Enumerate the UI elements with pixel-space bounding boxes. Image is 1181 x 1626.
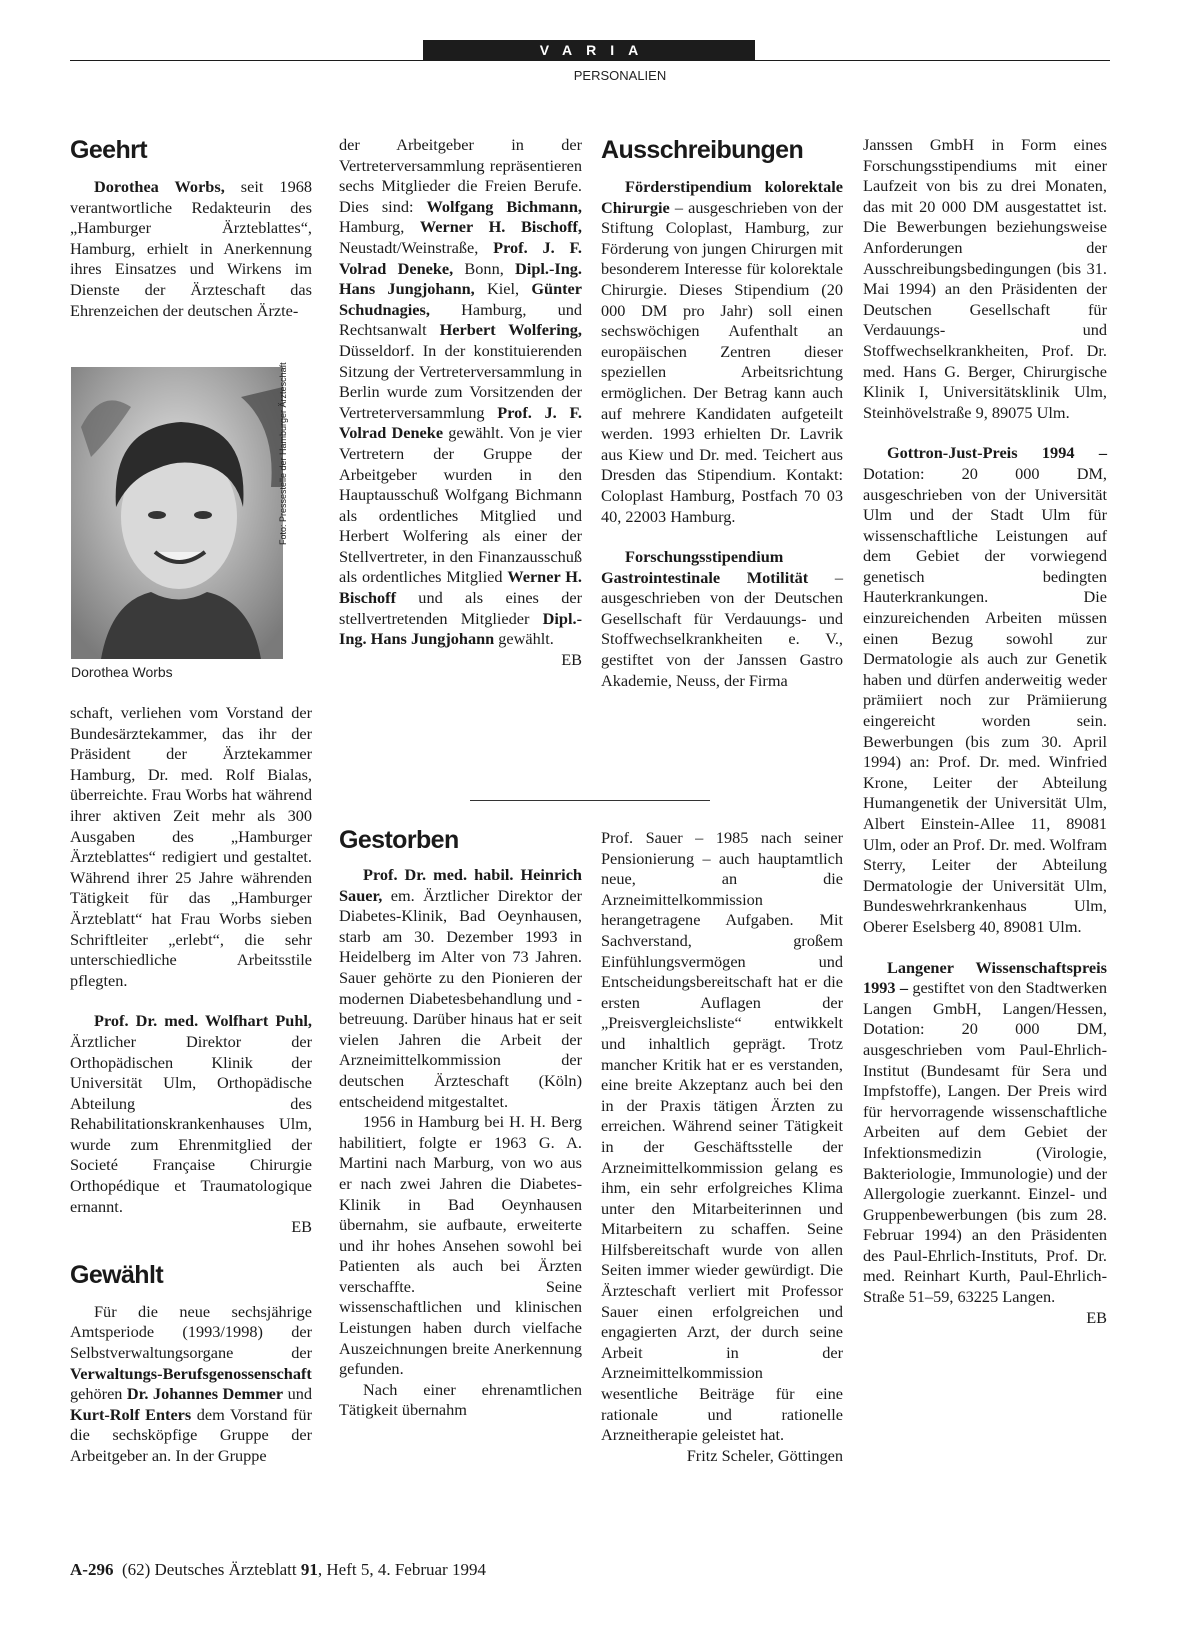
obituary-sauer: Prof. Dr. med. habil. Heinrich Sauer, em. Ärztlicher Direktor der Diabetes-Klinik, Bad Oeynhausen, starb am 30. Dezember 1993 in Heidelberg im Alter von 73 Jahren. Sauer gehörte zu den Pionieren der modernen Diabetesbehandlung und -betreuung. Darüber hinaus hat er seit vielen Jahren die Arbeit der Arzneimittelkommission der deutschen Ärzteschaft (Köln) entscheidend mitgestaltet. bbox=[339, 865, 582, 1111]
page-footer: A-296 (62) Deutsches Ärzteblatt 91, Heft 5, 4. Februar 1994 bbox=[70, 1560, 486, 1579]
photo-credit: Foto: Pressestelle der Hamburger Ärzteschaft bbox=[278, 362, 288, 545]
notice-forschungsstipendium: Forschungsstipendium Gastrointestinale Motilität – ausgeschrieben von der Deutschen Gesellschaft für Verdauungs- und Stoffwechselkrankheiten e. V., gestiftet von der Janssen Gastro Akademie, Neuss, der Firma bbox=[601, 547, 843, 690]
obituary-author: Fritz Scheler, Göttingen bbox=[686, 1445, 843, 1465]
article-worbs-intro: Dorothea Worbs, seit 1968 verantwortliche Redakteurin des „Hamburger Ärzteblattes“, Hamburg, erhielt in Anerkennung ihres Einsatzes und Wirkens im Dienste der Ärzteschaft das Ehrenzeichen der deutschen Ärzte- bbox=[70, 177, 312, 320]
notice-forschungsstipendium-cont: Janssen GmbH in Form eines Forschungsstipendiums mit einer Laufzeit von bis zu drei Monaten, das mit 20 000 DM ausgestattet ist. Die Bewerbungen beziehungsweise Anforderungen der Ausschreibungsbedingungen (bis 31. Mai 1994) an den Präsidenten der Deutschen Gesellschaft für Verdauungs- und Stoffwechselkrankheiten, Prof. Dr. med. Hans G. Berger, Chirurgische Klinik I, Universitätsklinik Ulm, Steinhövelstraße 9, 89075 Ulm. bbox=[863, 135, 1107, 422]
obituary-sauer-4: Prof. Sauer – 1985 nach seiner Pensionierung – auch hauptamtlich neue, an die Arzneimittelkommission herangetragene Aufgaben. Mit Sachverstand, großem Einfühlungsvermögen und Entscheidungsbereitschaft hat er die ersten Auflagen der „Preisvergleichsliste“ entwikkelt und inhaltlich geprägt. Trotz mancher Kritik hat er es verstanden, eine breite Akzeptanz auch bei den in der Praxis tätigen Ärzten zu erreichen. Während seiner Tätigkeit in der Geschäftsstelle der Arzneimittelkommission gelang es ihm, ein sehr erfolgreiches Klima unter den Mitarbeiterinnen und Mitarbeitern zu schaffen. Seine Hilfsbereitschaft wurde von allen Seiten immer wieder gewürdigt. Die Ärzteschaft verliert mit Professor Sauer einen erfolgreichen und engagierten Arzt, der durch seine Arbeit in der Arzneimittelkommission wesentliche Beiträge für eine rationale und rationelle Arzneitherapie geleistet hat. bbox=[601, 828, 843, 1445]
column-1-top bbox=[70, 135, 312, 321]
section-divider bbox=[470, 800, 710, 801]
person-name: Dorothea Worbs, bbox=[94, 177, 225, 196]
section-banner: VARIA bbox=[423, 40, 755, 60]
article-puhl: Prof. Dr. med. Wolfhart Puhl, Ärztlicher Direktor der Orthopädischen Klinik der Universität Ulm, Orthopädische Abteilung des Rehabilitationskrankenhauses Ulm, wurde zum Ehrenmitglied der Societé Française Chirurgie Orthopédique et Traumatologique ernannt. EB bbox=[70, 1011, 312, 1237]
portrait-image bbox=[71, 367, 283, 659]
article-gewaehlt-cont: der Arbeitgeber in der Vertreterversammlung repräsentieren sechs Mitglieder die Freien Berufe. Dies sind: Wolfgang Bichmann, Hamburg, Werner H. Bischoff, Neustadt/Weinstraße, Prof. J. F. Volrad Deneke, Bonn, Dipl.-Ing. Hans Jungjohann, Kiel, Günter Schudnagies, Hamburg, und Rechtsanwalt Herbert Wolfering, Düsseldorf. In der konstituierenden Sitzung der Vertreterversammlung in Berlin wurde zum Vorsitzenden der Vertreterversammlung Prof. J. F. Volrad Deneke gewählt. Von je vier Vertretern der Gruppe der Arbeitgeber wurden in den Hauptausschuß Wolfgang Bichmann als ordentliches Mitglied und Herbert Wolfering als einer der Stellvertreter, in den Finanzausschuß als ordentliches Mitglied Werner H. Bischoff und als eines der stellvertretenden Mitglieder Dipl.-Ing. Hans Jungjohann gewählt. EB bbox=[339, 135, 582, 669]
notice-langener-preis: Langener Wissenschaftspreis 1993 – gestiftet von den Stadtwerken Langen GmbH, Langen/Hessen, Dotation: 20 000 DM, ausgeschrieben vom Paul-Ehrlich-Institut (Bundesamt für Sera und Impfstoffe), Langen. Der Preis wird für hervorragende wissenschaftliche Arbeiten auf dem Gebiet der Infektionsmedizin (Virologie, Bakteriologie, Immunologie) und der Allergologie zuerkannt. Einzel- und Gruppenbewerbungen (bis zum 28. Februar 1994) an den Präsidenten des Paul-Ehrlich-Instituts, Prof. Dr. med. Reinhart Kurth, Paul-Ehrlich-Straße 51–59, 63225 Langen. EB bbox=[863, 957, 1107, 1327]
column-3-bottom bbox=[601, 828, 843, 1466]
obituary-sauer-2: 1956 in Hamburg bei H. H. Berg habilitiert, folgte er 1963 G. A. Martini nach Marburg, von wo aus er nach zwei Jahren die Diabetes-Klinik in Bad Oeynhausen übernahm, sie aufbaute, erweiterte und ihr hohes Ansehen sowohl bei Patienten als auch bei Ärzten verschaffte. Seine wissenschaftlichen und klinischen Leistungen haben durch vielfache Auszeichnungen breite Anerkennung gefunden. bbox=[339, 1112, 582, 1379]
person-name: Prof. Dr. med. Wolfhart Puhl, bbox=[94, 1011, 312, 1031]
column-3-top bbox=[601, 135, 843, 691]
header-rule bbox=[70, 60, 1110, 61]
page-number: A-296 bbox=[70, 1560, 114, 1579]
column-4 bbox=[863, 135, 1107, 1328]
obituary-sauer-3: Nach einer ehrenamtlichen Tätigkeit übernahm bbox=[339, 1379, 582, 1420]
notice-gottron-just: Gottron-Just-Preis 1994 – Dotation: 20 000 DM, ausgeschrieben von der Universität Ulm und der Stadt Ulm für wissenschaftliche Leistungen auf dem Gebiet der vorwiegend genetisch bedingten Hauterkrankungen. Die einzureichenden Arbeiten müssen einen Bezug sowohl zur Dermatologie als auch zur Genetik haben und dürfen anderweitig weder prämiiert noch zur Prämiierung eingereicht worden sein. Bewerbungen (bis zum 30. April 1994) an: Prof. Dr. med. Winfried Krone, Leiter der Abteilung Humangenetik der Universität Ulm, Albert Einstein-Allee 11, 89081 Ulm, oder an Prof. Dr. med. Wolfram Sterry, Leiter der Abteilung Dermatologie der Universität Ulm, Bundeswehrkrankenhaus Ulm, Oberer Eselsberg 40, 89081 Ulm. bbox=[863, 443, 1107, 936]
heading-gewaehlt: Gewählt bbox=[70, 1260, 164, 1289]
article-gewaehlt: Für die neue sechsjährige Amtsperiode (1993/1998) der Selbstverwaltungsorgane der Verwaltungs-Berufsgenossenschaft gehören Dr. Johannes Demmer und Kurt-Rolf Enters dem Vorstand für die sechsköpfige Gruppe der Arbeitgeber an. In der Gruppe bbox=[70, 1301, 312, 1465]
heading-geehrt: Geehrt bbox=[70, 136, 147, 164]
section-subtitle: PERSONALIEN bbox=[573, 68, 667, 83]
signature: EB bbox=[291, 1217, 312, 1237]
article-worbs-cont: schaft, verliehen vom Vorstand der Bundesärztekammer, das ihr der Präsident der Ärztekammer Hamburg, Dr. med. Rolf Bialas, überreichte. Frau Worbs hat während ihrer aktiven Zeit mehr als 300 Ausgaben des „Hamburger Ärzteblattes“ redigiert und gestaltet. Während ihrer 25 Jahre währenden Tätigkeit für das „Hamburger Ärzteblatt“ hat Frau Worbs sieben Schriftleiter „erlebt“, die sehr unterschiedliche Arbeitsstile pflegten. bbox=[70, 703, 312, 990]
heading-ausschreibungen: Ausschreibungen bbox=[601, 136, 804, 164]
portrait-photo bbox=[71, 367, 283, 659]
column-1-bottom bbox=[70, 703, 312, 1467]
signature: EB bbox=[561, 649, 582, 669]
heading-gestorben: Gestorben bbox=[339, 826, 459, 854]
signature: EB bbox=[1086, 1307, 1107, 1327]
column-2-bottom bbox=[339, 825, 582, 1421]
photo-caption: Dorothea Worbs bbox=[71, 664, 173, 680]
column-2-top bbox=[339, 135, 582, 670]
notice-foerderstipendium: Förderstipendium kolorektale Chirurgie – ausgeschrieben von der Stiftung Coloplast, Hamburg, zur Förderung von jungen Chirurgen mit besonderem Interesse für kolorektale Chirurgie. Dieses Stipendium (20 000 DM pro Jahr) soll einen sechswöchigen Aufenthalt an europäischen Zentren dieser speziellen Arbeitsrichtung ermöglichen. Der Betrag kann auch auf mehrere Kandidaten aufgeteilt werden. 1993 erhielten Dr. Lavrik aus Kiew und Dr. med. Teichert aus Dresden das Stipendium. Kontakt: Coloplast Hamburg, Postfach 70 03 40, 22003 Hamburg. bbox=[601, 177, 843, 526]
